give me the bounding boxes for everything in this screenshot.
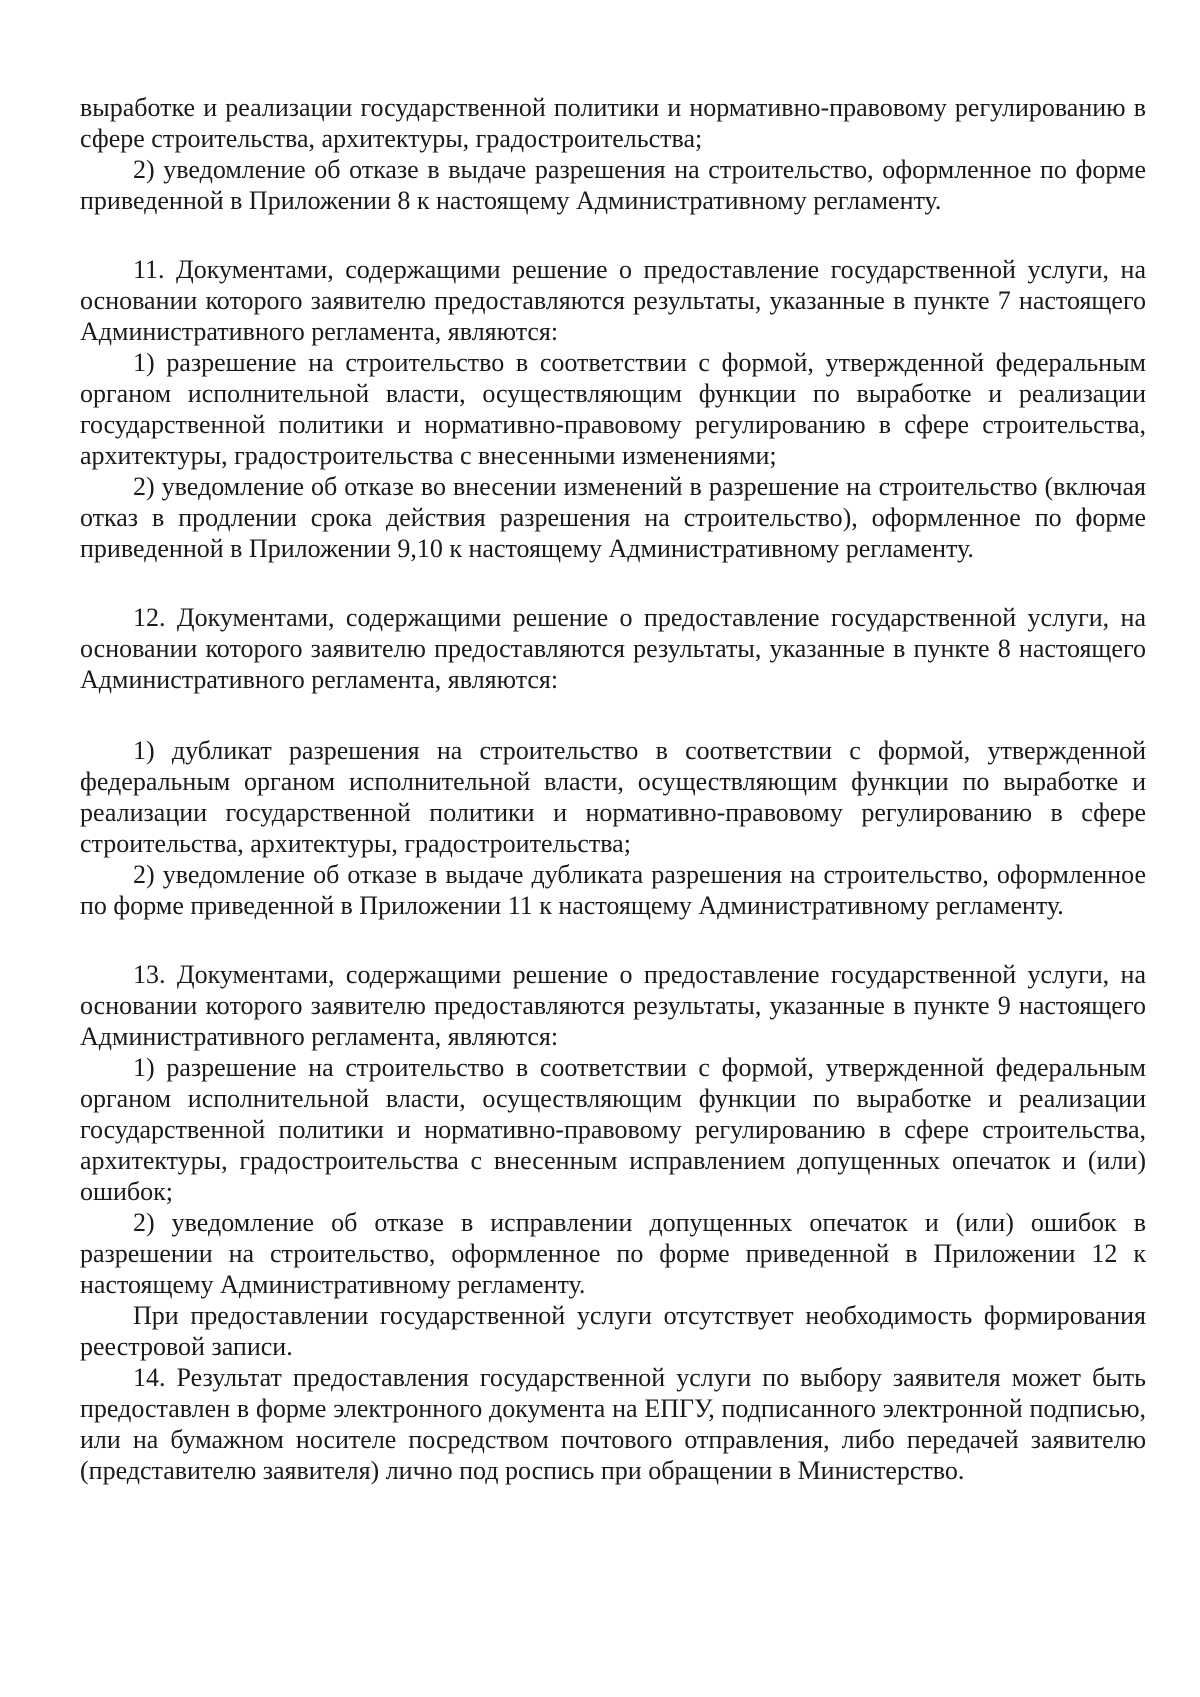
paragraph-continuation: выработке и реализации государственной политики и нормативно-правовому регулированию в сфере строительства, архитектуры, градостроительства;	[80, 93, 1146, 153]
paragraph-section-14: 14. Результат предоставления государственной услуги по выбору заявителя может быть предоставлен в форме электронного документа на ЕПГУ, подписанного электронной подписью, или на бумажном носителе посредством почтового отправления, либо передачей заявителю (представителю заявителя) лично под роспись при обращении в Министерство.	[80, 1363, 1146, 1485]
paragraph-section-13-item-1: 1) разрешение на строительство в соответствии с формой, утвержденной федеральным органом исполнительной власти, осуществляющим функции по выработке и реализации государственной политики и нормативно-правовому регулированию в сфере строительства, архитектуры, градостроительства с внесенным исправлением допущенных опечаток и (или) ошибок;	[80, 1053, 1146, 1206]
paragraph-item-2-refusal-permit: 2) уведомление об отказе в выдаче разрешения на строительство, оформленное по форме приведенной в Приложении 8 к настоящему Административному регламенту.	[80, 155, 1146, 215]
paragraph-section-11-item-2: 2) уведомление об отказе во внесении изменений в разрешение на строительство (включая отказ в продлении срока действия разрешения на строительство), оформленное по форме приведенной в Приложении 9,10 к настоящему Административному регламенту.	[80, 472, 1146, 563]
paragraph-section-12-item-2: 2) уведомление об отказе в выдаче дубликата разрешения на строительство, оформленное по форме приведенной в Приложении 11 к настоящему Административному регламенту.	[80, 860, 1146, 920]
paragraph-section-12: 12. Документами, содержащими решение о предоставление государственной услуги, на основании которого заявителю предоставляются результаты, указанные в пункте 8 настоящего Административного регламента, являются:	[80, 603, 1146, 694]
paragraph-section-11-item-1: 1) разрешение на строительство в соответствии с формой, утвержденной федеральным органом исполнительной власти, осуществляющим функции по выработке и реализации государственной политики и нормативно-правовому регулированию в сфере строительства, архитектуры, градостроительства с внесенными изменениями;	[80, 348, 1146, 470]
paragraph-section-12-item-1: 1) дубликат разрешения на строительство в соответствии с формой, утвержденной федеральным органом исполнительной власти, осуществляющим функции по выработке и реализации государственной политики и нормативно-правовому регулированию в сфере строительства, архитектуры, градостроительства;	[80, 736, 1146, 858]
paragraph-registry-note: При предоставлении государственной услуги отсутствует необходимость формирования реестровой записи.	[80, 1301, 1146, 1361]
paragraph-section-13-item-2: 2) уведомление об отказе в исправлении допущенных опечаток и (или) ошибок в разрешении на строительство, оформленное по форме приведенной в Приложении 12 к настоящему Административному регламенту.	[80, 1208, 1146, 1299]
paragraph-section-11: 11. Документами, содержащими решение о предоставление государственной услуги, на основании которого заявителю предоставляются результаты, указанные в пункте 7 настоящего Административного регламента, являются:	[80, 255, 1146, 346]
paragraph-section-13: 13. Документами, содержащими решение о предоставление государственной услуги, на основании которого заявителю предоставляются результаты, указанные в пункте 9 настоящего Административного регламента, являются:	[80, 960, 1146, 1051]
